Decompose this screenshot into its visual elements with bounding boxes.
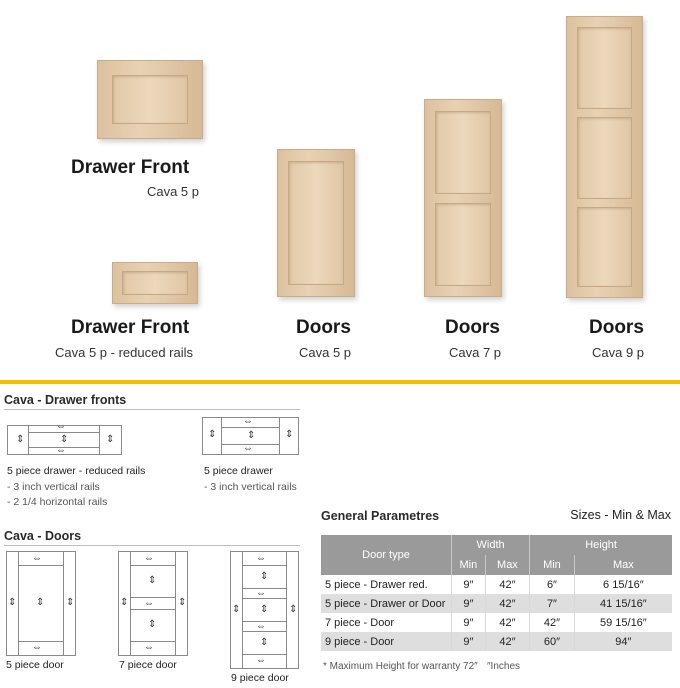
product-title-drawer-front: Drawer Front — [71, 157, 190, 178]
product-subtitle-drawer-front: Cava 5 p — [146, 184, 199, 199]
door-5p-image — [277, 149, 355, 297]
col-height-min: Min — [530, 555, 575, 575]
drawer-section-title: Cava - Drawer fronts — [4, 393, 127, 407]
params-footnote: * Maximum Height for warranty 72″ — [323, 661, 478, 672]
note-drawer-reduced-1: - 3 inch vertical rails — [7, 481, 100, 493]
drawer-front-image — [97, 60, 203, 139]
table-row: 5 piece - Drawer or Door 9″ 42″ 7″ 41 15/16″ — [321, 594, 672, 613]
col-width: Width — [452, 535, 530, 555]
product-title-drawer-front-reduced: Drawer Front — [71, 317, 190, 338]
params-units: ″Inches — [487, 661, 521, 672]
diagram-door-5p: ⇔ ⇔ ⇕ ⇕ ⇕ — [6, 551, 76, 656]
diagram-door-7p: ⇔ ⇔ ⇔ ⇕ ⇕ ⇕ ⇕ — [118, 551, 188, 656]
table-row: 7 piece - Door 9″ 42″ 42″ 59 15/16″ — [321, 613, 672, 632]
params-sizes-label: Sizes - Min & Max — [570, 508, 671, 522]
product-title-doors-7p: Doors — [445, 317, 500, 338]
col-width-min: Min — [452, 555, 486, 575]
label-door-7p: 7 piece door — [119, 659, 177, 671]
doors-section-title: Cava - Doors — [4, 529, 82, 543]
label-drawer-reduced: 5 piece drawer - reduced rails — [7, 465, 146, 477]
product-subtitle-drawer-front-reduced: Cava 5 p - reduced rails — [55, 345, 194, 360]
note-drawer-reduced-2: - 2 1/4 horizontal rails — [7, 496, 108, 508]
col-door-type: Door type — [321, 535, 452, 575]
note-drawer-standard-1: - 3 inch vertical rails — [204, 481, 297, 493]
door-7p-image — [424, 99, 502, 297]
label-door-5p: 5 piece door — [6, 659, 64, 671]
params-title: General Parametres — [321, 509, 440, 523]
label-drawer-standard: 5 piece drawer — [204, 465, 273, 477]
diagram-door-9p: ⇔ ⇔ ⇔ ⇔ ⇕ ⇕ ⇕ ⇕ ⇕ — [230, 551, 299, 669]
product-subtitle-doors-5p: Cava 5 p — [299, 345, 352, 360]
product-title-doors-9p: Doors — [589, 317, 644, 338]
params-table — [321, 535, 672, 651]
accent-divider — [0, 380, 680, 384]
col-height: Height — [530, 535, 672, 555]
drawer-section-rule — [4, 409, 300, 410]
drawer-front-reduced-image — [112, 262, 198, 304]
label-door-9p: 9 piece door — [231, 672, 289, 684]
product-subtitle-doors-9p: Cava 9 p — [592, 345, 645, 360]
col-height-max: Max — [574, 555, 672, 575]
col-width-max: Max — [485, 555, 530, 575]
diagram-drawer-standard: ⇕ ⇕ ⇔ ⇕ ⇔ — [202, 417, 299, 455]
table-row: 5 piece - Drawer red. 9″ 42″ 6″ 6 15/16″ — [321, 575, 672, 594]
doors-section-rule — [4, 545, 300, 546]
product-title-doors-5p: Doors — [296, 317, 351, 338]
door-9p-image — [566, 16, 643, 298]
product-subtitle-doors-7p: Cava 7 p — [449, 345, 502, 360]
diagram-drawer-reduced: ⇕ ⇕ ⇔ ⇕ ⇔ — [7, 425, 122, 455]
table-row: 9 piece - Door 9″ 42″ 60″ 94″ — [321, 632, 672, 651]
